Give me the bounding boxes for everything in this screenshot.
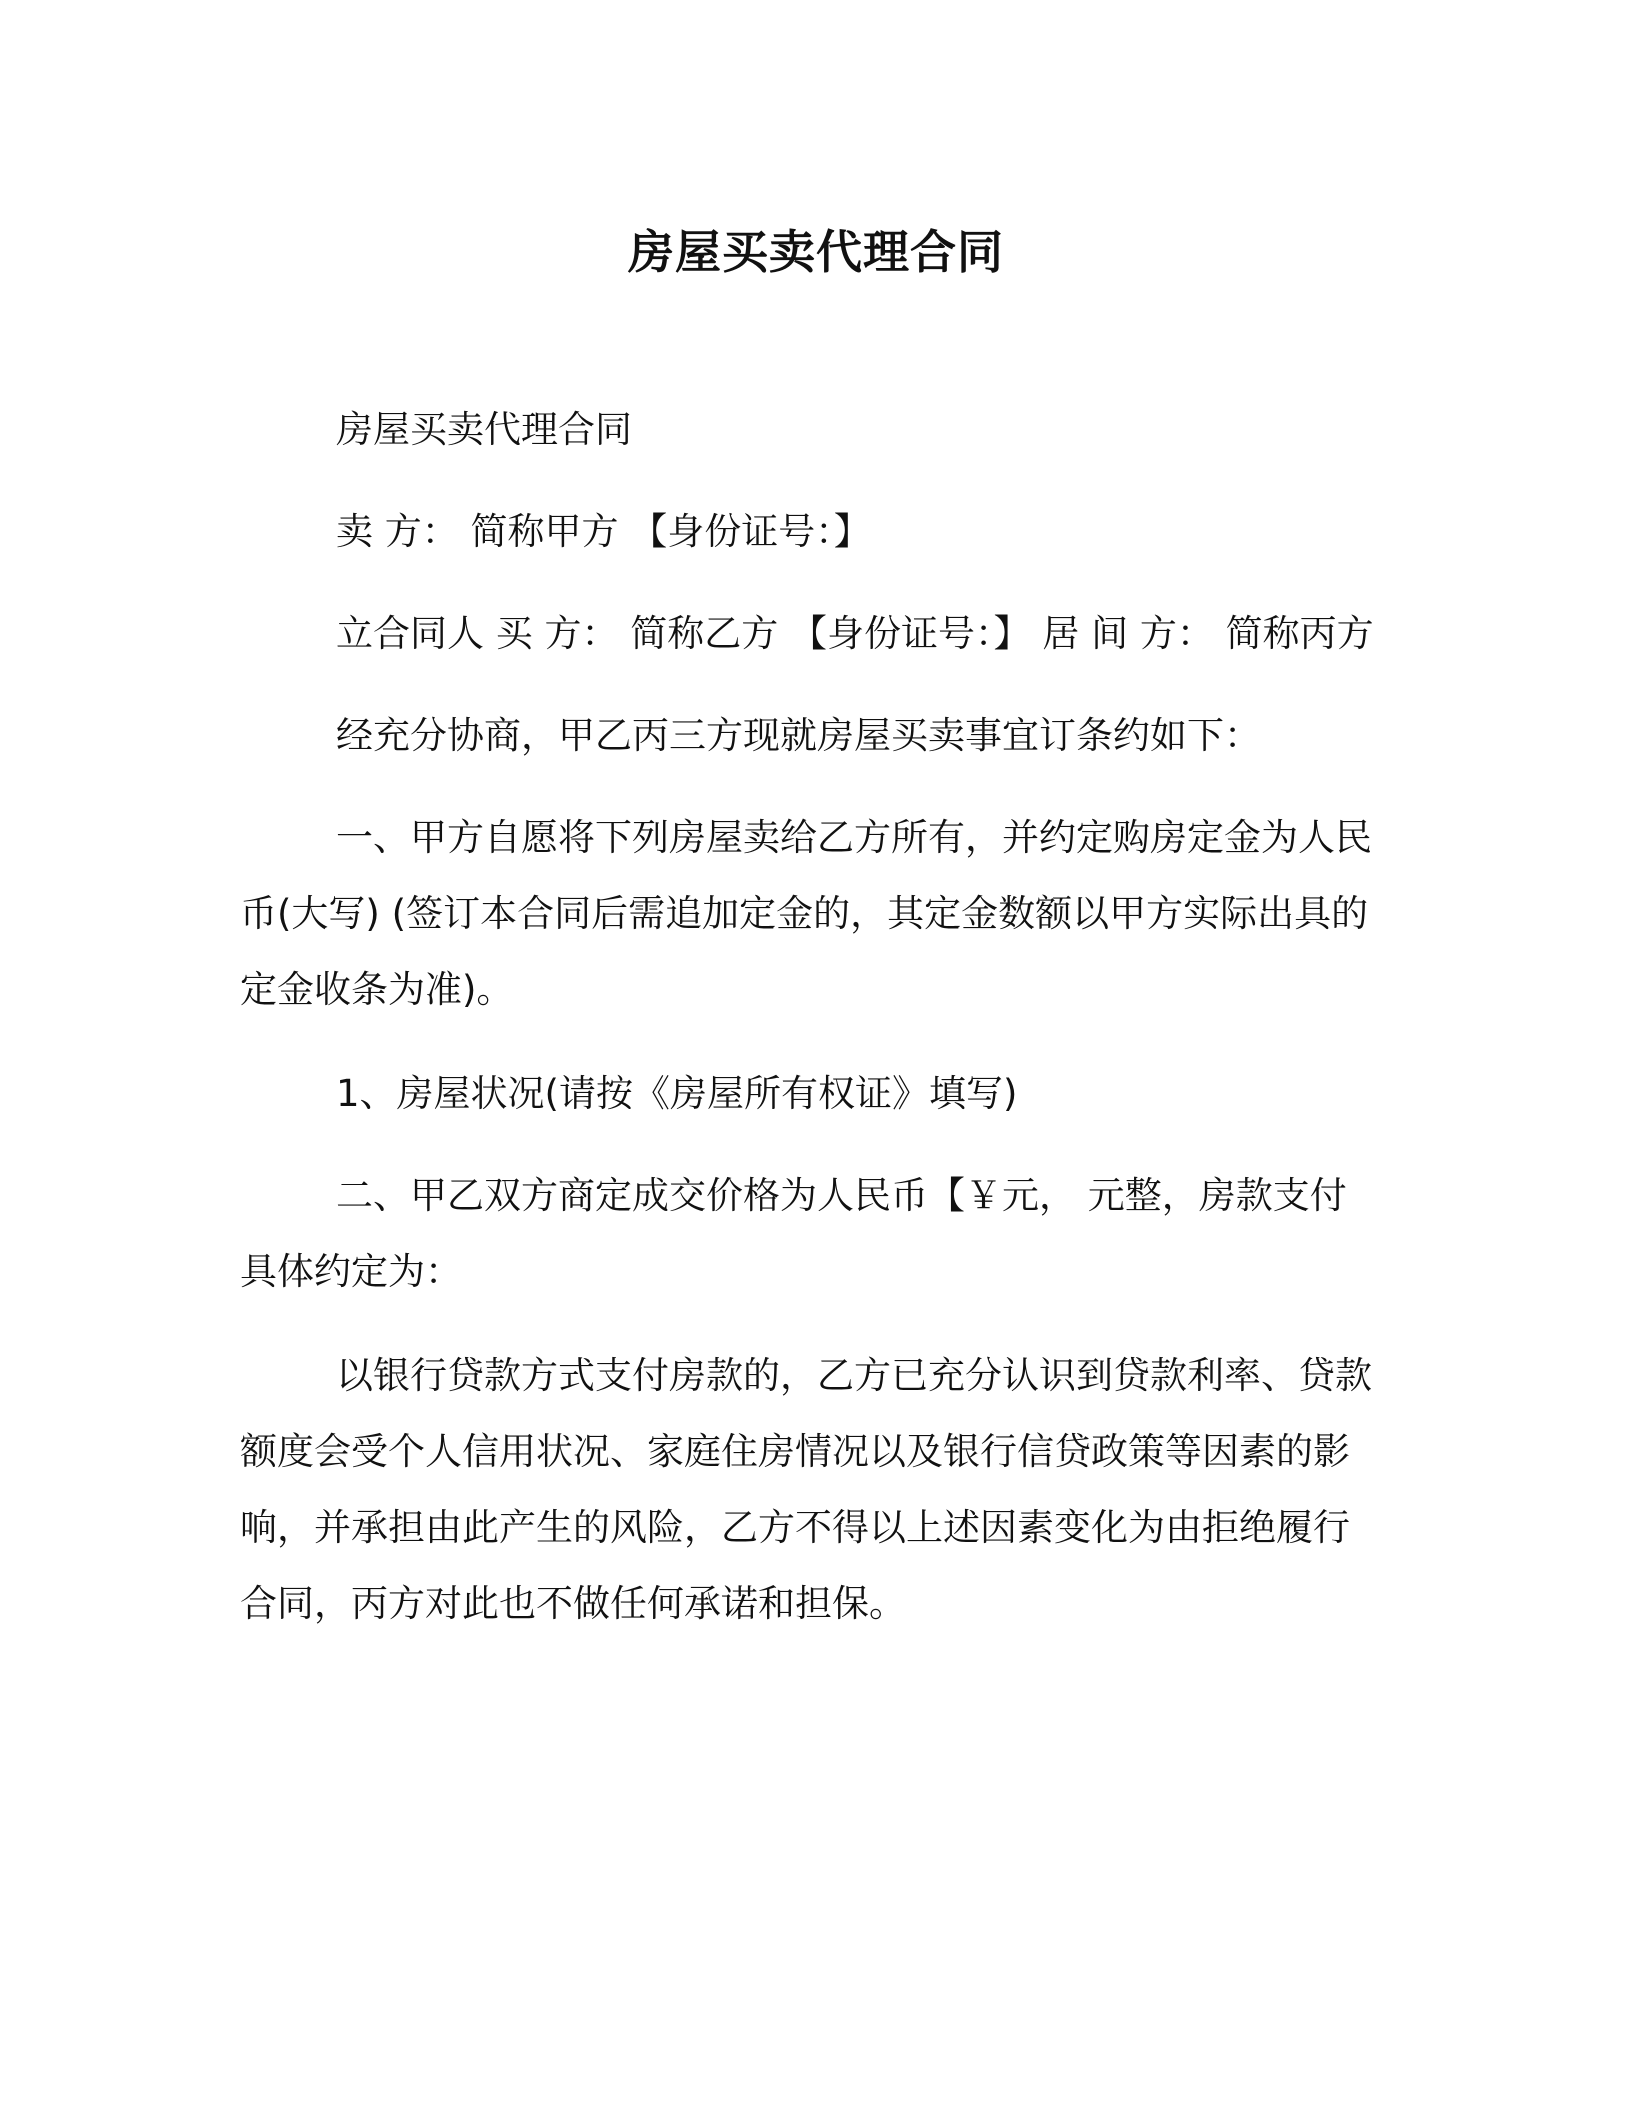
paragraph-subtitle: 房屋买卖代理合同 <box>336 408 632 451</box>
paragraph-house-status: 1、房屋状况(请按《房屋所有权证》填写) <box>336 1072 1018 1115</box>
document-title: 房屋买卖代理合同 <box>628 225 1004 279</box>
paragraph-seller: 卖 方： 简称甲方 【身份证号：】 <box>336 510 871 553</box>
paragraph-loan-terms: 以银行贷款方式支付房款的，乙方已充分认识到贷款利率、贷款额度会受个人信用状况、家庭住房情况以及银行信贷政策等因素的影响，并承担由此产生的风险，乙方不得以上述因素变化为由拒绝履行合同，丙方对此也不做任何承诺和担保。 <box>240 1354 1372 1625</box>
paragraph-intro: 经充分协商，甲乙丙三方现就房屋买卖事宜订条约如下： <box>336 714 1261 757</box>
paragraph-clause-2: 二、甲乙双方商定成交价格为人民币【￥元， 元整，房款支付具体约定为： <box>240 1174 1347 1293</box>
paragraph-parties: 立合同人 买 方： 简称乙方 【身份证号：】 居 间 方： 简称丙方 <box>336 612 1374 655</box>
paragraph-clause-1: 一、甲方自愿将下列房屋卖给乙方所有，并约定购房定金为人民币(大写) (签订本合同后需追加定金的，其定金数额以甲方实际出具的定金收条为准)。 <box>240 816 1372 1011</box>
